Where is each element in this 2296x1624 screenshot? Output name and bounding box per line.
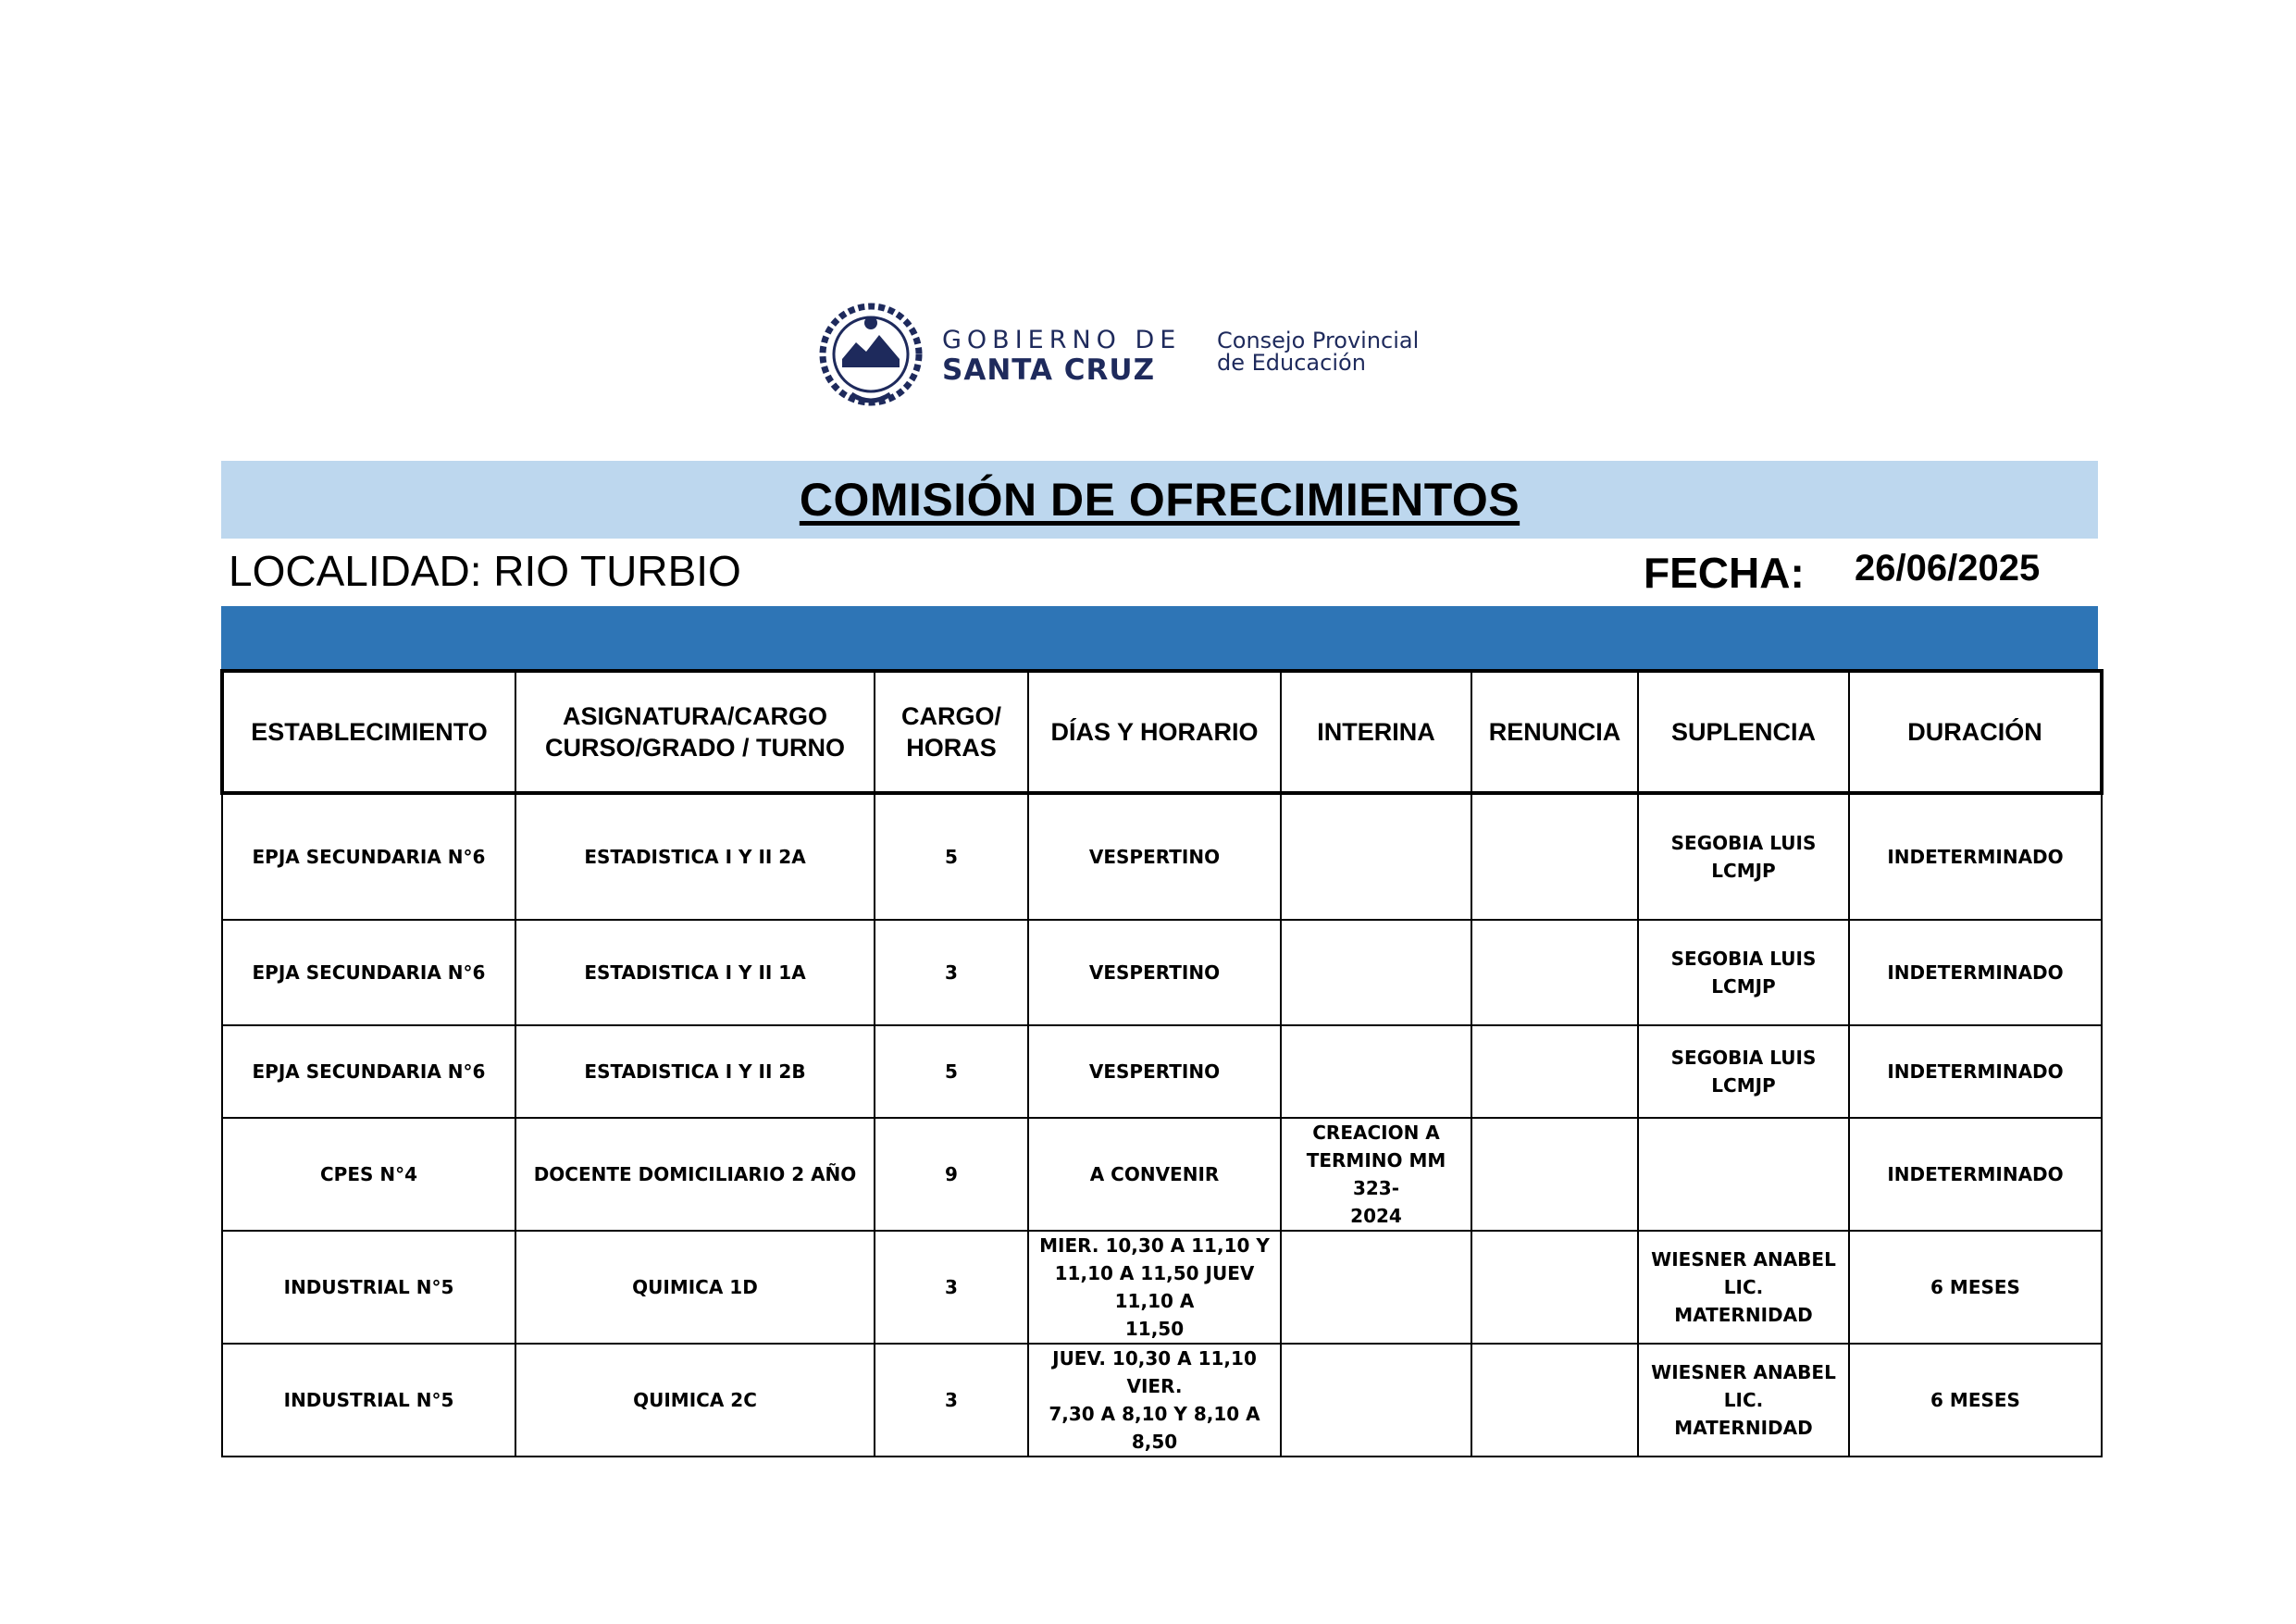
- cell-suplencia-line: MATERNIDAD: [1674, 1304, 1813, 1326]
- table-row: [222, 1344, 2102, 1457]
- header-establecimiento: ESTABLECIMIENTO: [222, 671, 515, 793]
- cell-dias-horario: [1028, 1025, 1281, 1118]
- logo-government-line: GOBIERNO DE: [942, 326, 1182, 354]
- cell-establecimiento: INDUSTRIAL N°5: [222, 1344, 515, 1457]
- cell-dias-horario: [1028, 920, 1281, 1025]
- cell-dias-horario-line: VESPERTINO: [1088, 1060, 1221, 1083]
- cell-suplencia: [1638, 1231, 1849, 1344]
- cell-duracion: INDETERMINADO: [1849, 1025, 2102, 1118]
- blue-header-band: [221, 606, 2098, 669]
- table-row: [222, 1231, 2102, 1344]
- header-asignatura-line-1: ASIGNATURA/CARGO: [563, 702, 827, 730]
- table-row: [222, 1118, 2102, 1231]
- offers-table: [220, 669, 2104, 1457]
- cell-dias-horario-line: VESPERTINO: [1088, 846, 1221, 868]
- title-band: [221, 461, 2098, 539]
- cell-interina: [1281, 1231, 1471, 1344]
- cell-interina: [1281, 1118, 1471, 1231]
- cell-duracion: 6 MESES: [1849, 1344, 2102, 1457]
- cell-duracion: INDETERMINADO: [1849, 793, 2102, 920]
- cell-dias-horario: [1028, 1118, 1281, 1231]
- cell-horas: 3: [875, 1344, 1028, 1457]
- fecha-label: FECHA:: [1644, 549, 1805, 597]
- cell-duracion: 6 MESES: [1849, 1231, 2102, 1344]
- council-line-2: de Educación: [1217, 350, 1366, 376]
- cell-suplencia-line: SEGOBIA LUIS LCMJP: [1670, 832, 1817, 882]
- cell-establecimiento: EPJA SECUNDARIA N°6: [222, 1025, 515, 1118]
- header-duracion: DURACIÓN: [1849, 671, 2102, 793]
- cell-interina-line: CREACION A: [1312, 1122, 1440, 1144]
- logo-province-line: SANTA CRUZ: [942, 353, 1156, 387]
- table-row: [222, 793, 2102, 920]
- cell-horas: 9: [875, 1118, 1028, 1231]
- cell-suplencia: [1638, 1344, 1849, 1457]
- cell-renuncia: [1471, 920, 1638, 1025]
- cell-suplencia-line: MATERNIDAD: [1674, 1417, 1813, 1439]
- cell-establecimiento: INDUSTRIAL N°5: [222, 1231, 515, 1344]
- council-line-1: Consejo Provincial: [1217, 328, 1420, 353]
- cell-establecimiento: CPES N°4: [222, 1118, 515, 1231]
- cell-dias-horario-line: JUEV. 10,30 A 11,10 VIER.: [1052, 1347, 1257, 1397]
- cell-interina: [1281, 1344, 1471, 1457]
- cell-horas: 3: [875, 1231, 1028, 1344]
- cell-horas: 5: [875, 1025, 1028, 1118]
- fecha-value: 26/06/2025: [1855, 548, 2041, 589]
- header-cargo-line-1: CARGO/: [901, 702, 1001, 730]
- header-dias-horario: DÍAS Y HORARIO: [1028, 671, 1281, 793]
- cell-interina-line: 2024: [1350, 1205, 1402, 1227]
- cell-duracion: INDETERMINADO: [1849, 1118, 2102, 1231]
- cell-renuncia: [1471, 1231, 1638, 1344]
- cell-dias-horario-line: A CONVENIR: [1089, 1163, 1220, 1185]
- cell-dias-horario-line: VESPERTINO: [1088, 961, 1221, 984]
- cell-renuncia: [1471, 793, 1638, 920]
- header-interina: INTERINA: [1281, 671, 1471, 793]
- cell-horas: 5: [875, 793, 1028, 920]
- provincial-seal-icon: [814, 298, 927, 411]
- page-title: COMISIÓN DE OFRECIMIENTOS: [799, 474, 1520, 526]
- cell-suplencia: [1638, 1025, 1849, 1118]
- logo-council: [1217, 329, 1419, 374]
- cell-dias-horario-line: 11,10 A 11,50 JUEV 11,10 A: [1054, 1262, 1255, 1312]
- header-asignatura: [515, 671, 875, 793]
- cell-suplencia: [1638, 793, 1849, 920]
- cell-asignatura: QUIMICA 1D: [515, 1231, 875, 1344]
- cell-dias-horario: [1028, 793, 1281, 920]
- header-cargo-horas: [875, 671, 1028, 793]
- cell-interina: [1281, 793, 1471, 920]
- header-suplencia: SUPLENCIA: [1638, 671, 1849, 793]
- header-cargo-line-2: HORAS: [906, 734, 997, 762]
- cell-renuncia: [1471, 1118, 1638, 1231]
- cell-asignatura: ESTADISTICA I Y II 2A: [515, 793, 875, 920]
- table-row: [222, 920, 2102, 1025]
- cell-suplencia-line: WIESNER ANABEL LIC.: [1651, 1248, 1836, 1298]
- localidad-label: LOCALIDAD: RIO TURBIO: [229, 547, 741, 595]
- cell-interina: [1281, 1025, 1471, 1118]
- cell-dias-horario-line: MIER. 10,30 A 11,10 Y: [1039, 1234, 1270, 1257]
- cell-suplencia-line: SEGOBIA LUIS LCMJP: [1670, 1047, 1817, 1097]
- cell-suplencia: [1638, 1118, 1849, 1231]
- cell-suplencia-line: SEGOBIA LUIS LCMJP: [1670, 948, 1817, 998]
- cell-renuncia: [1471, 1025, 1638, 1118]
- cell-suplencia: [1638, 920, 1849, 1025]
- cell-dias-horario-line: 11,50: [1124, 1318, 1185, 1340]
- table-header-row: [222, 671, 2102, 793]
- cell-dias-horario-line: 7,30 A 8,10 Y 8,10 A 8,50: [1049, 1403, 1260, 1453]
- header-asignatura-line-2: CURSO/GRADO / TURNO: [545, 734, 845, 762]
- cell-establecimiento: EPJA SECUNDARIA N°6: [222, 920, 515, 1025]
- cell-horas: 3: [875, 920, 1028, 1025]
- cell-renuncia: [1471, 1344, 1638, 1457]
- cell-interina-line: TERMINO MM 323-: [1306, 1149, 1446, 1199]
- cell-dias-horario: [1028, 1231, 1281, 1344]
- cell-establecimiento: EPJA SECUNDARIA N°6: [222, 793, 515, 920]
- cell-asignatura: ESTADISTICA I Y II 2B: [515, 1025, 875, 1118]
- header-logo: [814, 298, 1462, 411]
- cell-interina: [1281, 920, 1471, 1025]
- cell-suplencia-line: WIESNER ANABEL LIC.: [1651, 1361, 1836, 1411]
- cell-dias-horario: [1028, 1344, 1281, 1457]
- cell-asignatura: ESTADISTICA I Y II 1A: [515, 920, 875, 1025]
- table-row: [222, 1025, 2102, 1118]
- table-body: [222, 793, 2102, 1457]
- header-renuncia: RENUNCIA: [1471, 671, 1638, 793]
- cell-asignatura: DOCENTE DOMICILIARIO 2 AÑO: [515, 1118, 875, 1231]
- cell-asignatura: QUIMICA 2C: [515, 1344, 875, 1457]
- cell-duracion: INDETERMINADO: [1849, 920, 2102, 1025]
